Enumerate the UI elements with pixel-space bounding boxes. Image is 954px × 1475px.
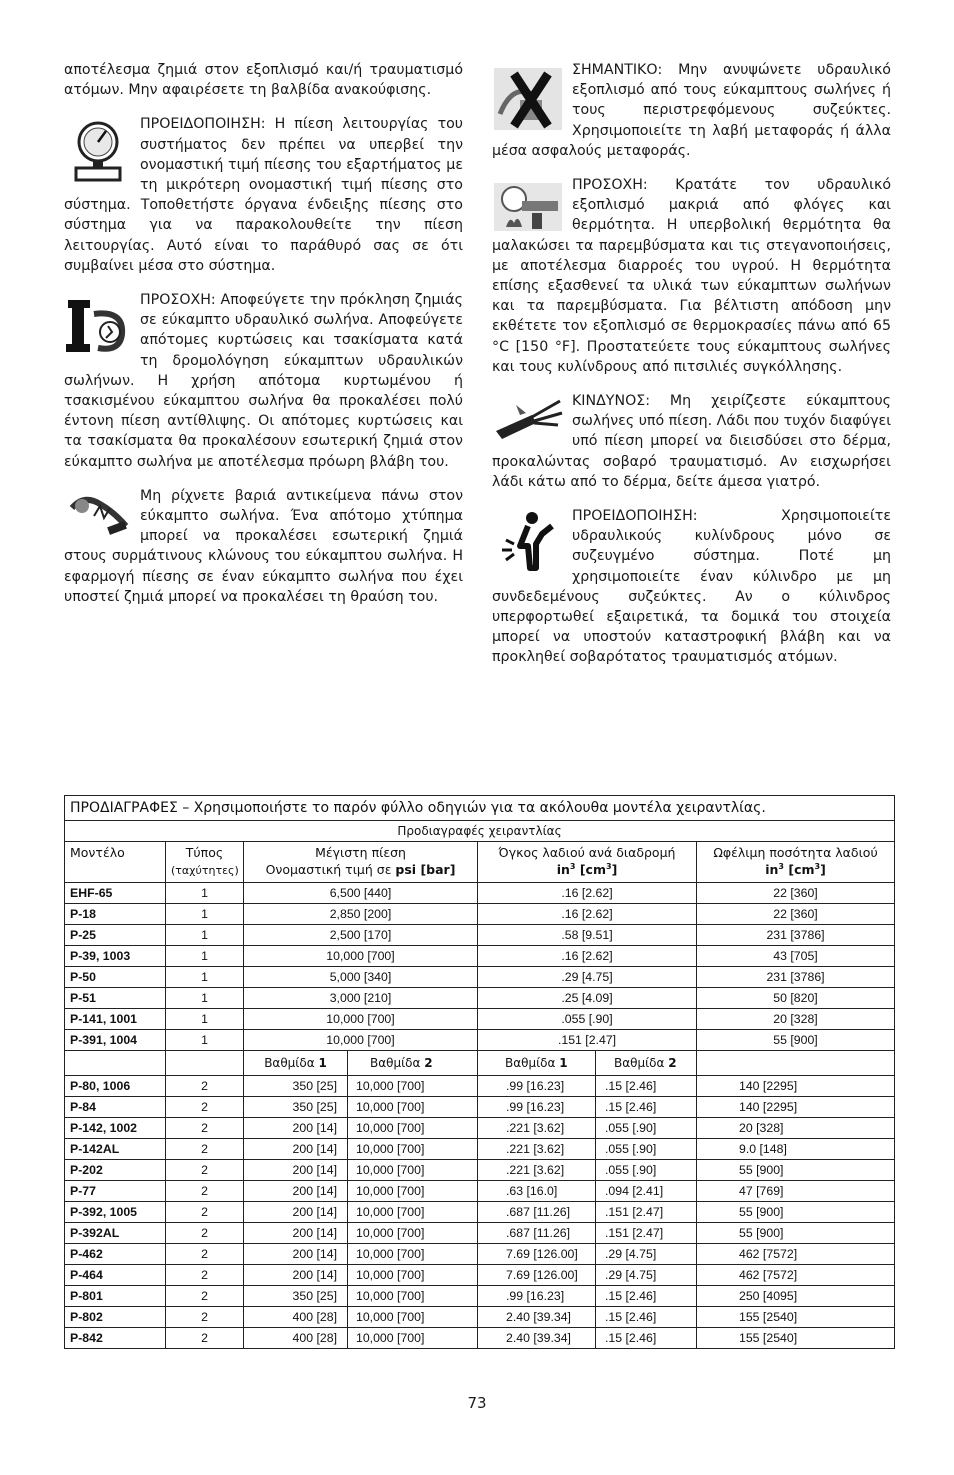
table-cell: P-18: [65, 904, 166, 925]
table-cell: 20 [328]: [697, 1118, 895, 1139]
table-cell: 10,000 [700]: [244, 946, 478, 967]
table-cell: 2: [166, 1181, 244, 1202]
table-cell: 155 [2540]: [697, 1328, 895, 1349]
table-cell: 2: [166, 1307, 244, 1328]
heat-flame-icon: [492, 179, 564, 235]
table-cell: 10,000 [700]: [348, 1223, 478, 1244]
table-cell: P-39, 1003: [65, 946, 166, 967]
table-cell: 7.69 [126.00]: [478, 1265, 596, 1286]
table-cell: .15 [2.46]: [596, 1307, 697, 1328]
table-cell: P-392AL: [65, 1223, 166, 1244]
table-cell: 10,000 [700]: [348, 1160, 478, 1181]
table-cell: 462 [7572]: [697, 1244, 895, 1265]
table-cell: P-77: [65, 1181, 166, 1202]
table-cell: 200 [14]: [244, 1244, 348, 1265]
table-cell: 10,000 [700]: [348, 1244, 478, 1265]
table-cell: 10,000 [700]: [348, 1076, 478, 1097]
table-cell: .16 [2.62]: [478, 946, 697, 967]
table-cell: 1: [166, 967, 244, 988]
table-cell: 50 [820]: [697, 988, 895, 1009]
table-row: [65, 1202, 895, 1223]
table-row: [65, 967, 895, 988]
table-cell: 200 [14]: [244, 1139, 348, 1160]
table-cell: 2: [166, 1076, 244, 1097]
header-model: Μοντέλο: [65, 842, 166, 883]
table-cell: P-142AL: [65, 1139, 166, 1160]
table-cell: 350 [25]: [244, 1097, 348, 1118]
stage-header-row: [65, 1051, 895, 1076]
table-cell: .16 [2.62]: [478, 904, 697, 925]
table-cell: 55 [900]: [697, 1223, 895, 1244]
table-cell: 200 [14]: [244, 1223, 348, 1244]
table-cell: 10,000 [700]: [348, 1328, 478, 1349]
table-cell: 5,000 [340]: [244, 967, 478, 988]
table-cell: .99 [16.23]: [478, 1286, 596, 1307]
paragraph-heavy-objects: Μη ρίχνετε βαριά αντικείμενα πάνω στον εύκαμπτο σωλήνα. Ένα απότομο χτύπημα μπορεί να προκαλέσει εσωτερική ζημιά στους συρμάτινους κλώνους του εύκαμπτου σωλήνα. Η εφαρμογή πίεσης σε έναν εύκαμπτο σωλήνα που έχει υποστεί ζημιά μπορεί να προκαλέσει τη θραύση του.: [64, 487, 463, 605]
table-cell: 22 [360]: [697, 904, 895, 925]
table-row: [65, 1139, 895, 1160]
table-cell: P-142, 1002: [65, 1118, 166, 1139]
oil-injection-icon: [492, 395, 564, 445]
table-cell: 231 [3786]: [697, 967, 895, 988]
table-cell: .221 [3.62]: [478, 1118, 596, 1139]
table-cell: 2,850 [200]: [244, 904, 478, 925]
table-row: [65, 1160, 895, 1181]
header-type: Τύπος (ταχύτητες): [166, 842, 244, 883]
table-cell: 1: [166, 883, 244, 904]
stage-2-volume-label: Βαθμίδα 2: [596, 1051, 697, 1076]
table-row: [65, 946, 895, 967]
table-cell: 1: [166, 925, 244, 946]
table-cell: 140 [2295]: [697, 1097, 895, 1118]
table-cell: 2: [166, 1244, 244, 1265]
table-cell: .055 [.90]: [596, 1139, 697, 1160]
table-cell: .58 [9.51]: [478, 925, 697, 946]
kinked-hose-icon: [64, 294, 132, 358]
table-cell: P-84: [65, 1097, 166, 1118]
table-cell: P-51: [65, 988, 166, 1009]
table-cell: 2: [166, 1160, 244, 1181]
table-cell: P-141, 1001: [65, 1009, 166, 1030]
table-cell: 200 [14]: [244, 1202, 348, 1223]
table-cell: .221 [3.62]: [478, 1160, 596, 1181]
table-cell: .055 [.90]: [596, 1160, 697, 1181]
table-row: [65, 1265, 895, 1286]
table-row: [65, 1118, 895, 1139]
paragraph-heat-caution: ΠΡΟΣΟΧΗ: Κρατάτε τον υδραυλικό εξοπλισμό μακριά από φλόγες και θερμότητα. Η υπερβολική θερμότητα θα μαλακώσει τα παρεμβύσματα και τις στεγανοποιήσεις, με αποτέλεσμα διαρροές του υγρού. Η θερμότητα επίσης εξασθενεί τα υλικά των εύκαμπτων σωλήνων και τα παρεμβύσματα. Για βέλτιστη απόδοση μην εκθέτετε τον εξοπλισμό σε θερμοκρασίες πάνω από 65 °C [150 °F]. Προστατεύετε τους εύκαμπτους σωλήνες και τους κυλίνδρους από πιτσιλιές συγκόλλησης.: [492, 177, 891, 375]
paragraph-lifting-notice: ΣΗΜΑΝΤΙΚΟ: Μην ανυψώνετε υδραυλικό εξοπλισμό από τους εύκαμπτους σωλήνες ή τους περιστρεφόμενους συζεύκτες. Χρησιμοποιείτε τη λαβή μεταφοράς ή άλλα μέσα ασφαλούς μεταφοράς.: [492, 62, 891, 159]
table-cell: 2: [166, 1328, 244, 1349]
table-cell: 462 [7572]: [697, 1265, 895, 1286]
table-cell: .29 [4.75]: [596, 1265, 697, 1286]
table-cell: P-842: [65, 1328, 166, 1349]
stage-2-pressure-label: Βαθμίδα 2: [348, 1051, 478, 1076]
table-cell: 1: [166, 988, 244, 1009]
table-row: [65, 1244, 895, 1265]
table-cell: 231 [3786]: [697, 925, 895, 946]
table-cell: P-80, 1006: [65, 1076, 166, 1097]
table-row: [65, 1181, 895, 1202]
table-cell: .055 [.90]: [478, 1009, 697, 1030]
person-injury-icon: [492, 510, 564, 572]
paragraph-coupled-system-warning: ΠΡΟΕΙΔΟΠΟΙΗΣΗ: Χρησιμοποιείτε υδραυλικούς κυλίνδρους μόνο σε συζευγμένο σύστημα. Ποτέ μη χρησιμοποιείτε έναν κύλινδρο με μη συνδεδεμένους συζεύκτες. Αν ο κύλινδρος υπερφορτωθεί εξαιρετικά, τα δομικά του στοιχεία μπορεί να υποστούν καταστροφική βλάβη και να προκληθεί σοβαρότατος τραυματισμός ατόμων.: [492, 508, 891, 666]
table-row: [65, 1076, 895, 1097]
table-cell: 2: [166, 1139, 244, 1160]
table-cell: 1: [166, 946, 244, 967]
paragraph-pressure-warning: ΠΡΟΕΙΔΟΠΟΙΗΣΗ: Η πίεση λειτουργίας του συστήματος δεν πρέπει να υπερβεί την ονομαστική τιμή πίεσης του εξαρτήματος με τη μικρότερη ονομαστική τιμή πίεσης στο σύστημα. Τοποθετήστε όργανα ένδειξης πίεσης στο σύστημα για να παρακολουθείτε την πίεση λειτουργίας. Αυτό είναι το παράθυρό σας σε ότι συμβαίνει μέσα στο σύστημα.: [64, 116, 463, 274]
table-cell: P-464: [65, 1265, 166, 1286]
table-cell: 9.0 [148]: [697, 1139, 895, 1160]
table-cell: 10,000 [700]: [244, 1030, 478, 1051]
header-max-pressure: Μέγιστη πίεση Ονομαστική τιμή σε psi [bar]: [244, 842, 478, 883]
table-cell: .63 [16.0]: [478, 1181, 596, 1202]
table-cell: 200 [14]: [244, 1181, 348, 1202]
no-lifting-by-hose-icon: [492, 64, 564, 132]
table-cell: EHF-65: [65, 883, 166, 904]
table-row: [65, 1307, 895, 1328]
paragraph-danger-pressurized-hose: ΚΙΝΔΥΝΟΣ: Μη χειρίζεστε εύκαμπτους σωλήνες υπό πίεση. Λάδι που τυχόν διαφύγει υπό πίεση μπορεί να διεισδύσει στο δέρμα, προκαλώντας σοβαρό τραυματισμό. Αν εισχωρήσει λάδι κάτω από το δέρμα, δείτε άμεσα γιατρό.: [492, 393, 891, 490]
table-cell: 55 [900]: [697, 1160, 895, 1181]
table-cell: 350 [25]: [244, 1076, 348, 1097]
table-cell: 20 [328]: [697, 1009, 895, 1030]
table-cell: .99 [16.23]: [478, 1076, 596, 1097]
table-cell: .25 [4.09]: [478, 988, 697, 1009]
table-cell: .29 [4.75]: [478, 967, 697, 988]
table-cell: 1: [166, 1030, 244, 1051]
left-column: [64, 60, 463, 621]
table-cell: 2: [166, 1097, 244, 1118]
table-cell: .99 [16.23]: [478, 1097, 596, 1118]
table-cell: P-202: [65, 1160, 166, 1181]
table-cell: 1: [166, 904, 244, 925]
hose-impact-icon: [64, 486, 132, 542]
table-row: [65, 1097, 895, 1118]
table-cell: 10,000 [700]: [348, 1307, 478, 1328]
table-row: [65, 1030, 895, 1051]
table-cell: .15 [2.46]: [596, 1097, 697, 1118]
table-cell: 22 [360]: [697, 883, 895, 904]
table-row: [65, 1009, 895, 1030]
table-cell: 6,500 [440]: [244, 883, 478, 904]
header-usable-oil: Ωφέλιμη ποσότητα λαδιού $in^3$ $[cm^3]$: [697, 842, 895, 883]
table-cell: 55 [900]: [697, 1202, 895, 1223]
table-cell: 10,000 [700]: [348, 1118, 478, 1139]
table-cell: 2: [166, 1265, 244, 1286]
table-cell: .151 [2.47]: [596, 1202, 697, 1223]
table-cell: 2: [166, 1286, 244, 1307]
table-row: [65, 904, 895, 925]
paragraph-relief-valve: αποτέλεσμα ζημιά στον εξοπλισμό και/ή τραυματισμό ατόμων. Μην αφαιρέσετε τη βαλβίδα ανακούφισης.: [64, 62, 463, 99]
table-cell: .687 [11.26]: [478, 1202, 596, 1223]
table-cell: .29 [4.75]: [596, 1244, 697, 1265]
table-cell: 3,000 [210]: [244, 988, 478, 1009]
pressure-gauge-icon: [64, 118, 132, 186]
table-subtitle: Προδιαγραφές χειραντλίας: [65, 821, 895, 842]
specifications-table: [64, 795, 895, 1349]
table-cell: P-392, 1005: [65, 1202, 166, 1223]
table-row: [65, 1328, 895, 1349]
table-cell: 10,000 [700]: [348, 1097, 478, 1118]
table-cell: 10,000 [700]: [348, 1202, 478, 1223]
stage-1-volume-label: Βαθμίδα 1: [478, 1051, 596, 1076]
table-row: [65, 1223, 895, 1244]
table-row: [65, 1286, 895, 1307]
table-cell: .15 [2.46]: [596, 1286, 697, 1307]
table-cell: 400 [28]: [244, 1307, 348, 1328]
table-cell: 140 [2295]: [697, 1076, 895, 1097]
table-cell: .221 [3.62]: [478, 1139, 596, 1160]
table-cell: 43 [705]: [697, 946, 895, 967]
table-row: [65, 883, 895, 904]
table-cell: .15 [2.46]: [596, 1076, 697, 1097]
table-cell: 10,000 [700]: [348, 1286, 478, 1307]
table-cell: 2.40 [39.34]: [478, 1328, 596, 1349]
table-cell: 10,000 [700]: [348, 1265, 478, 1286]
table-cell: .16 [2.62]: [478, 883, 697, 904]
page-number: 73: [467, 1394, 487, 1412]
table-row: [65, 925, 895, 946]
table-cell: 400 [28]: [244, 1328, 348, 1349]
table-cell: P-802: [65, 1307, 166, 1328]
table-cell: 1: [166, 1009, 244, 1030]
table-cell: .687 [11.26]: [478, 1223, 596, 1244]
table-cell: 47 [769]: [697, 1181, 895, 1202]
table-cell: 2.40 [39.34]: [478, 1307, 596, 1328]
table-cell: .094 [2.41]: [596, 1181, 697, 1202]
table-cell: .151 [2.47]: [596, 1223, 697, 1244]
table-cell: 2: [166, 1223, 244, 1244]
table-header-row: [65, 842, 895, 883]
table-cell: 55 [900]: [697, 1030, 895, 1051]
table-cell: P-50: [65, 967, 166, 988]
table-cell: .15 [2.46]: [596, 1328, 697, 1349]
table-cell: 2: [166, 1118, 244, 1139]
table-cell: 200 [14]: [244, 1160, 348, 1181]
stage-1-pressure-label: Βαθμίδα 1: [244, 1051, 348, 1076]
table-cell: P-801: [65, 1286, 166, 1307]
table-cell: P-391, 1004: [65, 1030, 166, 1051]
table-cell: P-25: [65, 925, 166, 946]
table-cell: 250 [4095]: [697, 1286, 895, 1307]
table-cell: 10,000 [700]: [348, 1181, 478, 1202]
table-cell: 200 [14]: [244, 1118, 348, 1139]
table-cell: 155 [2540]: [697, 1307, 895, 1328]
header-oil-volume: Όγκος λαδιού ανά διαδρομή $in^3$ $[cm^3]$: [478, 842, 697, 883]
table-cell: P-462: [65, 1244, 166, 1265]
table-title: ΠΡΟΔΙΑΓΡΑΦΕΣ – Χρησιμοποιήστε το παρόν φύλλο οδηγιών για τα ακόλουθα μοντέλα χειραντλίας.: [65, 796, 895, 821]
right-column: [492, 60, 891, 682]
table-row: [65, 988, 895, 1009]
paragraph-hose-kink-caution: ΠΡΟΣΟΧΗ: Αποφεύγετε την πρόκληση ζημιάς σε εύκαμπτο υδραυλικό σωλήνα. Αποφεύγετε απότομες κυρτώσεις και τσακίσματα κατά τη δρομολόγηση εύκαμπτων υδραυλικών σωλήνων. Η χρήση απότομα κυρτωμένου ή τσακισμένου εύκαμπτου σωλήνα θα προκαλέσει πολύ έντονη πίεση αντίθλιψης. Οι απότομες κυρτώσεις και τα τσακίσματα θα προκαλέσουν εσωτερική ζημιά στον εύκαμπτο σωλήνα με αποτέλεσμα πρόωρη βλάβη του.: [64, 292, 463, 470]
table-cell: 7.69 [126.00]: [478, 1244, 596, 1265]
table-cell: 200 [14]: [244, 1265, 348, 1286]
table-cell: 10,000 [700]: [244, 1009, 478, 1030]
table-cell: 10,000 [700]: [348, 1139, 478, 1160]
table-cell: .151 [2.47]: [478, 1030, 697, 1051]
table-cell: 2,500 [170]: [244, 925, 478, 946]
table-cell: 2: [166, 1202, 244, 1223]
table-cell: 350 [25]: [244, 1286, 348, 1307]
table-cell: .055 [.90]: [596, 1118, 697, 1139]
